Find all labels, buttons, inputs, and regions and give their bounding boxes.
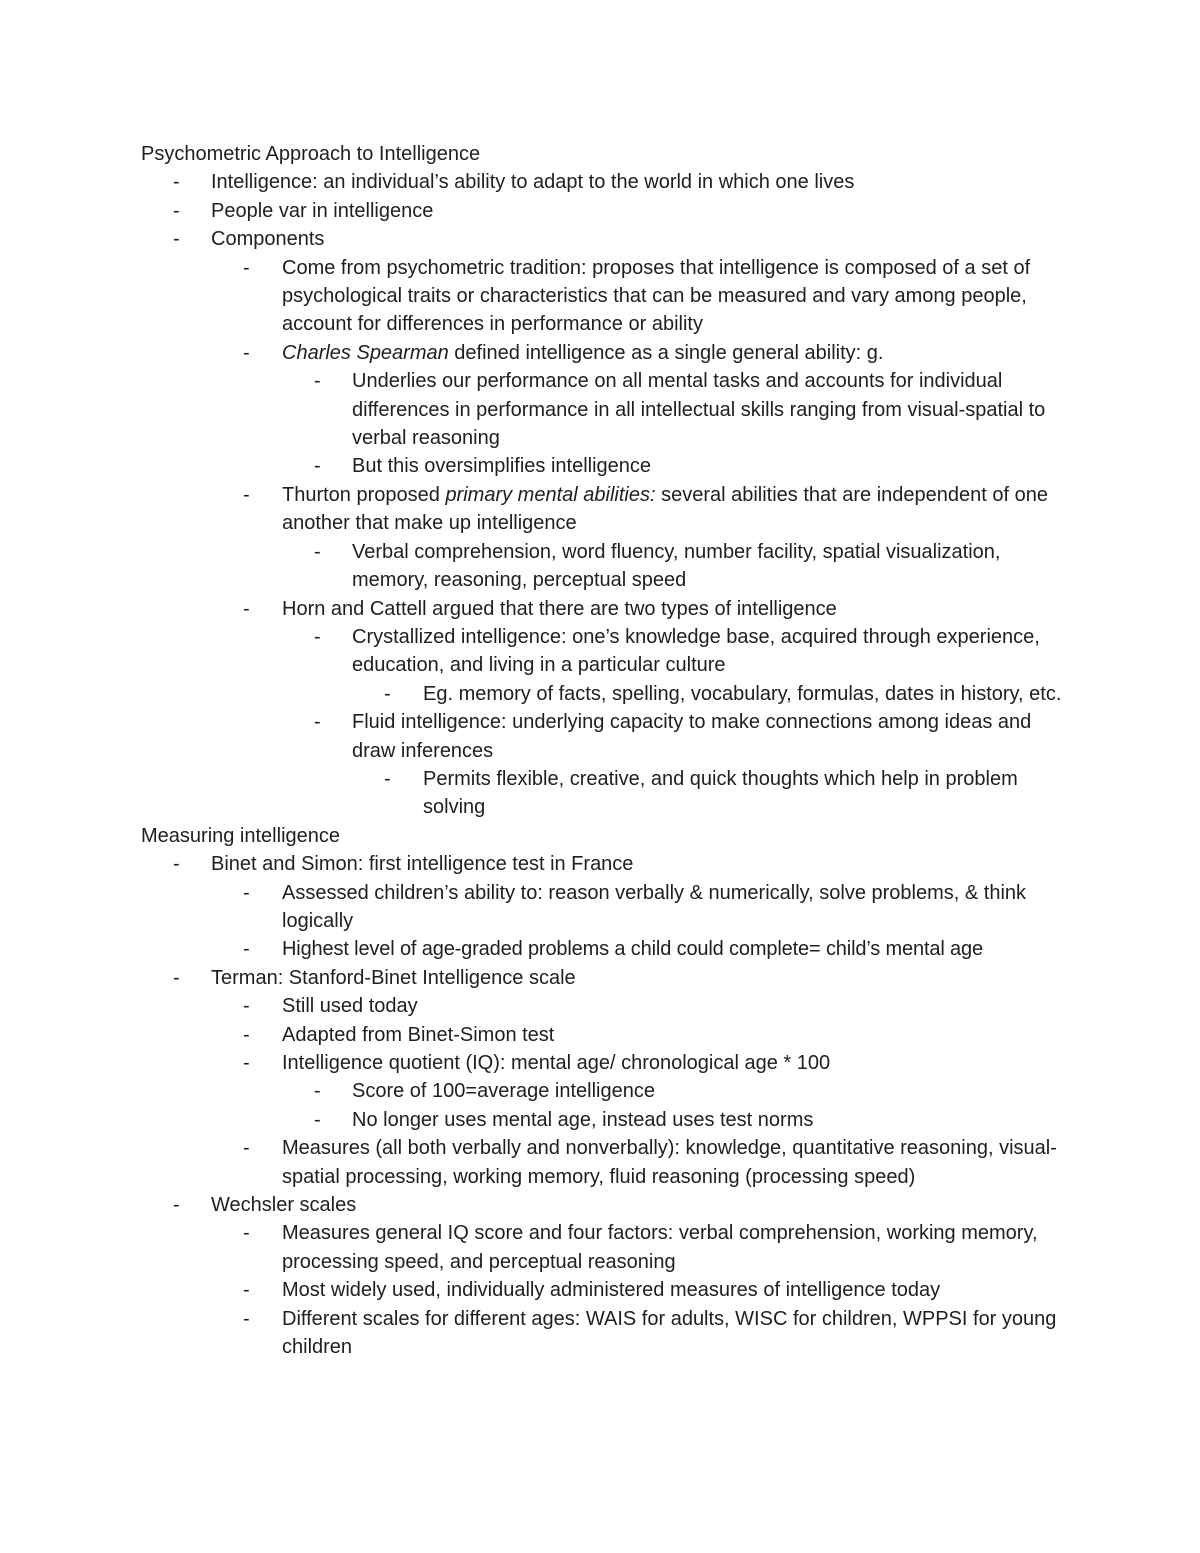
bullet-dash: - <box>243 1279 250 1302</box>
item-text: Highest level of age-graded problems a child could complete= child’s mental age <box>282 938 983 961</box>
item-text: defined intelligence as a single general ability: g. <box>448 341 884 364</box>
list-item <box>141 1305 1066 1362</box>
bullet-dash: - <box>173 171 180 194</box>
item-text: Terman: Stanford-Binet Intelligence scale <box>211 966 576 989</box>
list-item <box>141 481 1066 538</box>
list-item <box>141 1106 1066 1134</box>
item-text: Come from psychometric tradition: proposes that intelligence is composed of a set of psychological traits or characteristics that can be measured and vary among people, account for differences in performance or ability <box>282 256 1031 336</box>
item-text: Wechsler scales <box>211 1194 357 1217</box>
list-item <box>141 254 1066 339</box>
document-body <box>141 140 1066 1361</box>
bullet-dash: - <box>243 995 250 1018</box>
list-item <box>141 992 1066 1020</box>
bullet-dash: - <box>243 1137 250 1160</box>
section-heading: Measuring intelligence <box>141 824 341 847</box>
list-item <box>141 623 1066 680</box>
item-text: Intelligence: an individual’s ability to adapt to the world in which one lives <box>211 171 855 194</box>
list-item <box>141 595 1066 623</box>
list-item <box>141 197 1066 225</box>
item-text: Components <box>211 228 325 251</box>
item-text: Horn and Cattell argued that there are two types of intelligence <box>282 597 837 620</box>
bullet-dash: - <box>243 341 250 364</box>
bullet-dash: - <box>173 199 180 222</box>
list-item <box>141 1049 1066 1077</box>
item-text: Measures general IQ score and four factors: verbal comprehension, working memory, processing speed, and perceptual reasoning <box>282 1222 1038 1273</box>
list-item <box>141 1276 1066 1304</box>
bullet-dash: - <box>243 483 250 506</box>
item-text: Still used today <box>282 995 418 1018</box>
list-item <box>141 765 1066 822</box>
list-item <box>141 879 1066 936</box>
bullet-dash: - <box>384 682 391 705</box>
bullet-dash: - <box>243 1023 250 1046</box>
item-text: Binet and Simon: first intelligence test in France <box>211 853 634 876</box>
item-text: several abilities that are independent of one another that make up intelligence <box>282 483 1049 535</box>
item-text: Most widely used, individually administered measures of intelligence today <box>282 1279 941 1302</box>
item-text-prefix: Thurton proposed <box>282 483 446 506</box>
bullet-dash: - <box>314 711 321 734</box>
item-text: But this oversimplifies intelligence <box>352 455 652 478</box>
bullet-dash: - <box>243 881 250 904</box>
bullet-dash: - <box>173 966 180 989</box>
item-text: Measures (all both verbally and nonverbally): knowledge, quantitative reasoning, visual-spatial processing, working memory, fluid reasoning (processing speed) <box>282 1137 1057 1188</box>
item-text-italic: primary mental abilities: <box>445 483 656 506</box>
item-text: Verbal comprehension, word fluency, number facility, spatial visualization, memory, reasoning, perceptual speed <box>352 540 1001 592</box>
bullet-dash: - <box>314 1080 321 1103</box>
item-text: No longer uses mental age, instead uses test norms <box>352 1108 814 1131</box>
bullet-dash: - <box>243 1307 250 1330</box>
bullet-dash: - <box>243 1222 250 1245</box>
bullet-dash: - <box>243 256 250 279</box>
list-item <box>141 935 1066 963</box>
item-text: People var in intelligence <box>211 199 434 222</box>
bullet-dash: - <box>243 597 250 620</box>
list-item <box>141 680 1066 708</box>
bullet-dash: - <box>314 1108 321 1131</box>
list-item <box>141 964 1066 992</box>
list-item <box>141 708 1066 765</box>
bullet-dash: - <box>314 455 321 478</box>
list-item <box>141 452 1066 480</box>
item-text: Assessed children’s ability to: reason verbally & numerically, solve problems, & think logically <box>282 881 1027 932</box>
item-text: Underlies our performance on all mental tasks and accounts for individual differences in performance in all intellectual skills ranging from visual-spatial to verbal reasoning <box>352 370 1046 450</box>
list-item <box>141 1219 1066 1276</box>
list-item <box>141 1134 1066 1191</box>
bullet-dash: - <box>243 1052 250 1074</box>
list-item <box>141 225 1066 253</box>
section-heading: Psychometric Approach to Intelligence <box>141 143 481 165</box>
bullet-dash: - <box>314 625 321 648</box>
item-text: Adapted from Binet-Simon test <box>282 1023 555 1046</box>
item-text: Permits flexible, creative, and quick thoughts which help in problem solving <box>423 767 1018 819</box>
item-text: Intelligence quotient (IQ): mental age/ chronological age * 100 <box>282 1052 831 1074</box>
list-item <box>141 339 1066 367</box>
list-item <box>141 168 1066 196</box>
list-item <box>141 367 1066 452</box>
list-item <box>141 850 1066 878</box>
bullet-dash: - <box>173 1194 180 1217</box>
list-item <box>141 1077 1066 1105</box>
bullet-dash: - <box>173 228 180 251</box>
bullet-dash: - <box>384 767 391 790</box>
list-item <box>141 538 1066 595</box>
bullet-dash: - <box>314 370 321 393</box>
item-text-italic: Charles Spearman <box>282 341 449 364</box>
item-text: Eg. memory of facts, spelling, vocabulary, formulas, dates in history, etc. <box>423 682 1062 705</box>
item-text: Different scales for different ages: WAIS for adults, WISC for children, WPPSI for young children <box>282 1307 1057 1359</box>
list-item <box>141 1021 1066 1049</box>
item-text: Crystallized intelligence: one’s knowledge base, acquired through experience, education, and living in a particular culture <box>352 625 1040 677</box>
item-text: Fluid intelligence: underlying capacity to make connections among ideas and draw inferences <box>352 711 1032 762</box>
bullet-dash: - <box>243 938 250 961</box>
item-text: Score of 100=average intelligence <box>352 1080 655 1103</box>
bullet-dash: - <box>314 540 321 563</box>
list-item <box>141 1191 1066 1219</box>
bullet-dash: - <box>173 853 180 876</box>
